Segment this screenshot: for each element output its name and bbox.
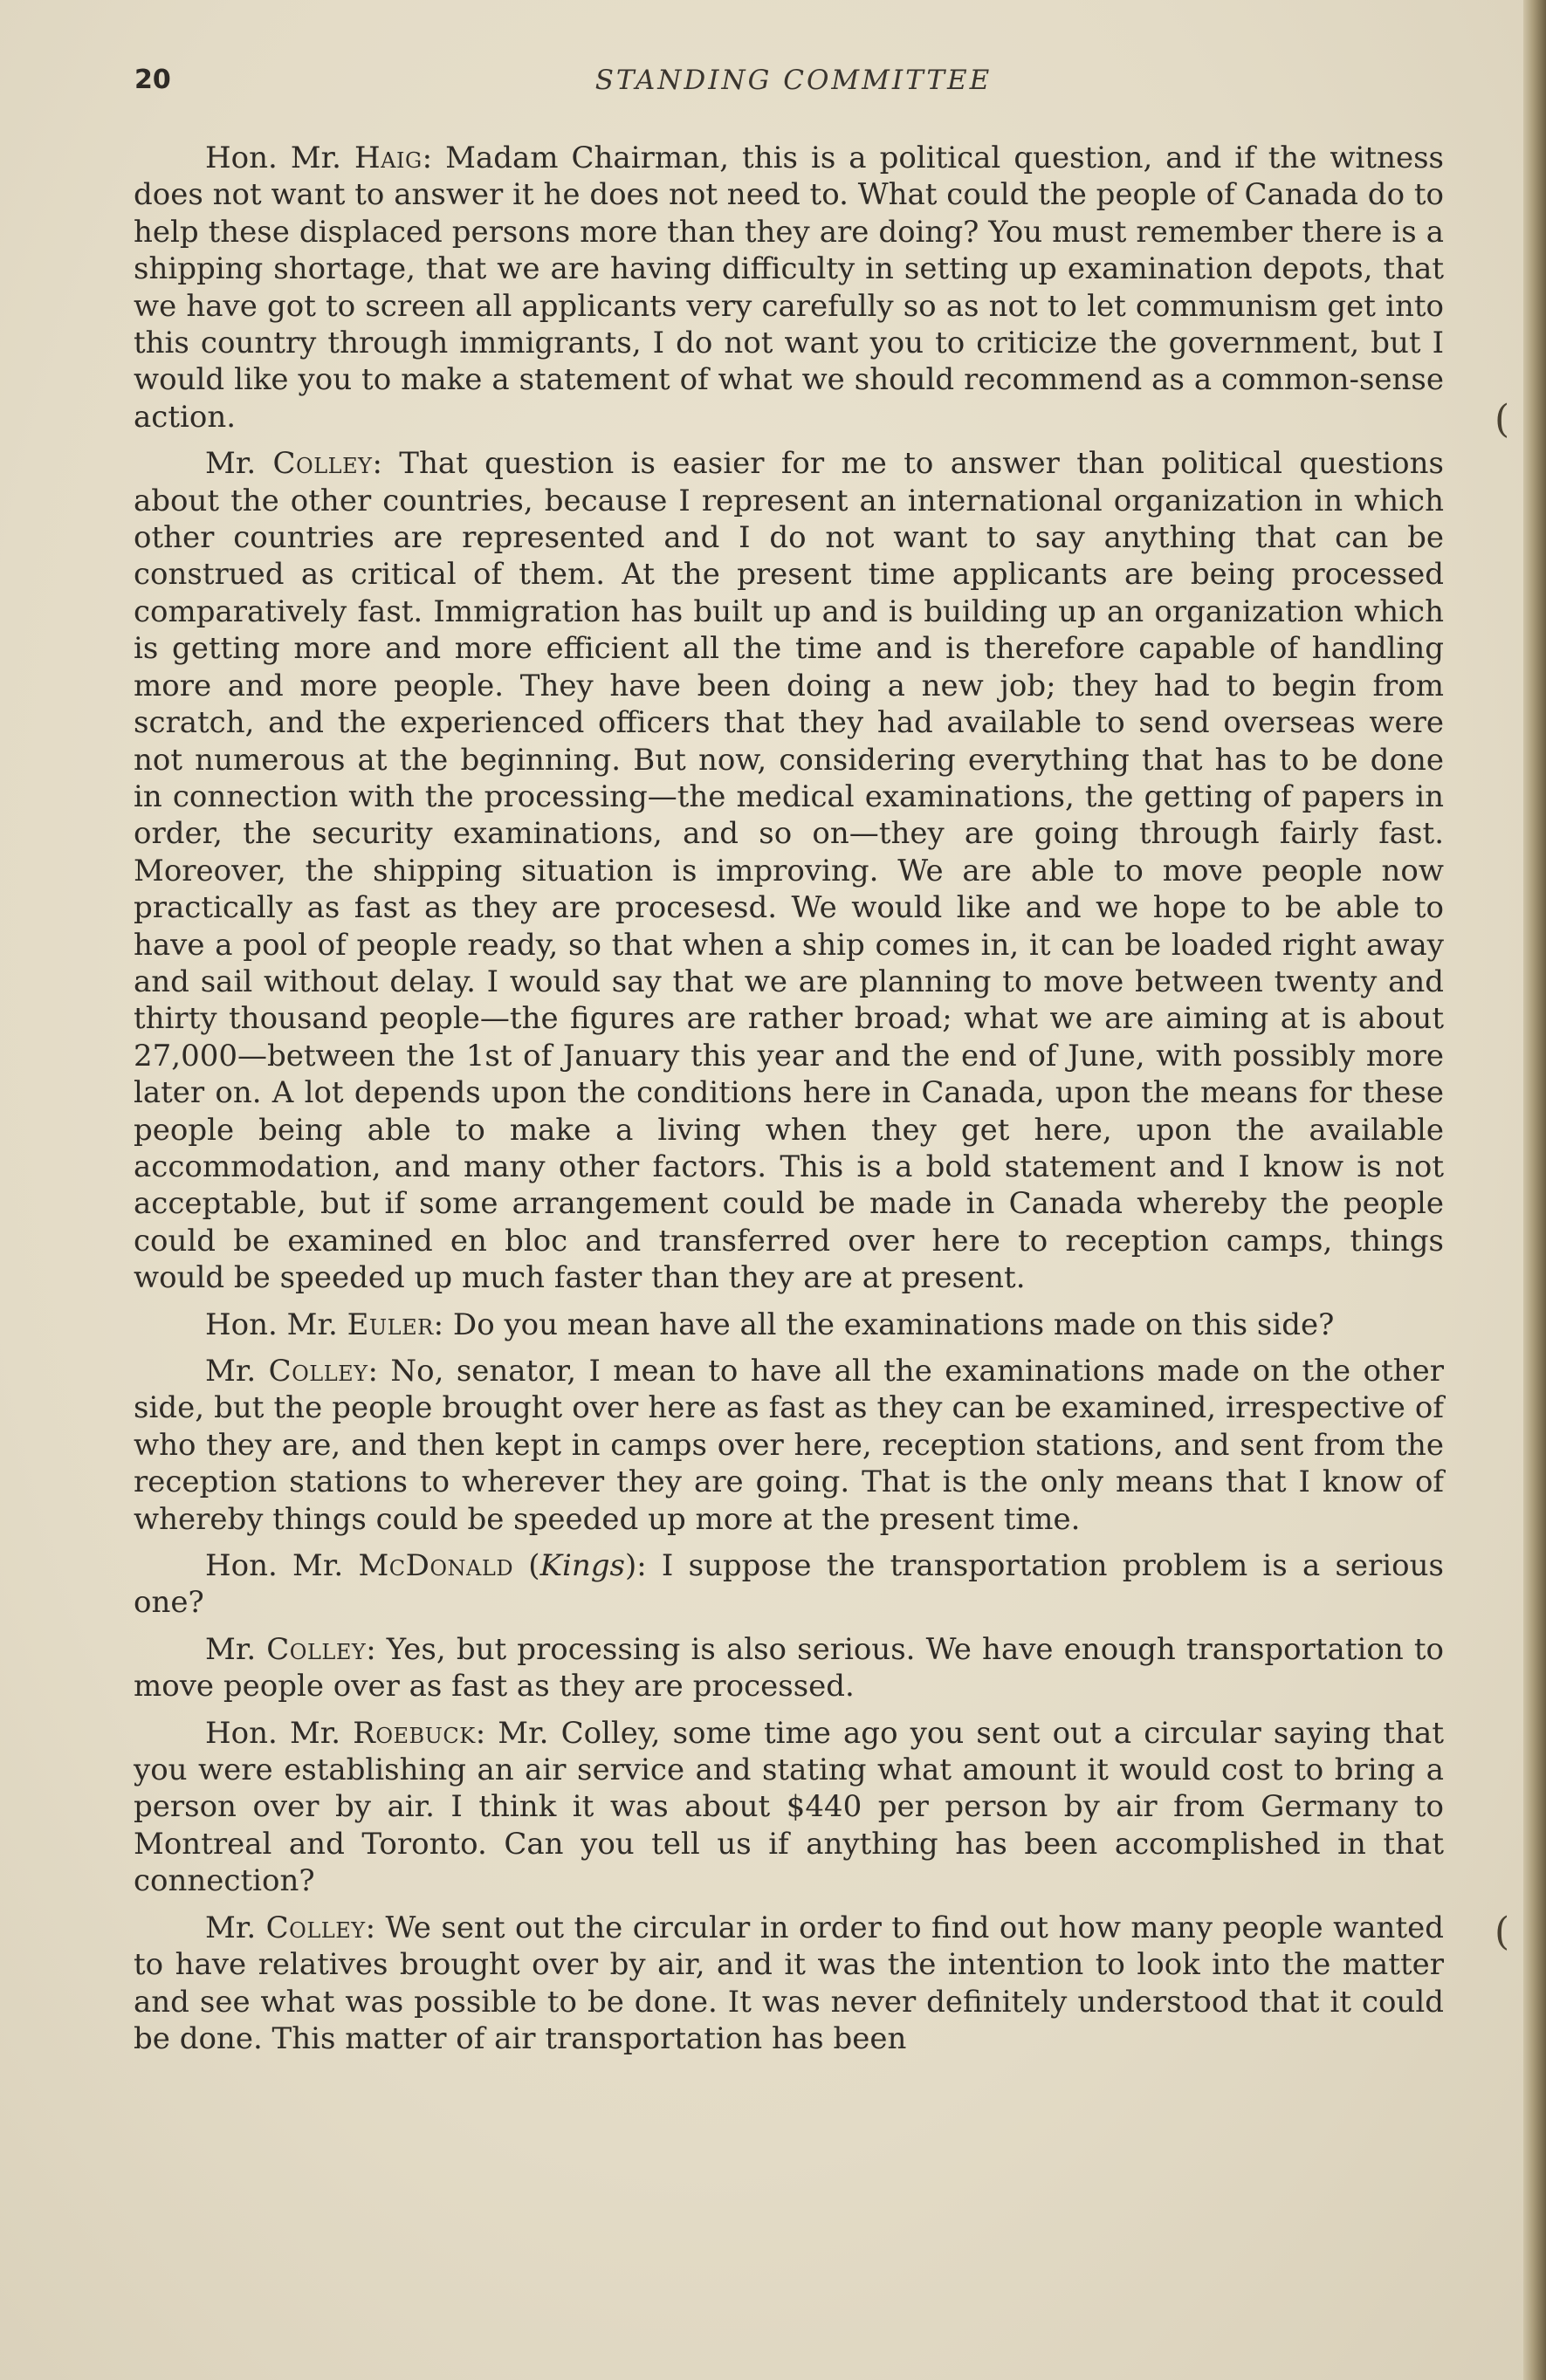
paragraph-roebuck	[134, 1715, 1444, 1900]
paragraph-text: : No, senator, I mean to have all the examinations made on the other side, but the people brought over here as fast as they can be examined, irrespective of who they are, and then kept in camps over here, reception stations, and sent from the reception stations to wherever they are going. That is the only means that I know of whereby things could be speeded up more at the present time.	[134, 1354, 1444, 1537]
transcript-body	[134, 140, 1444, 2067]
paragraph-haig	[134, 140, 1444, 436]
page-number: 20	[134, 65, 171, 95]
speaker-prefix: Mr.	[205, 1631, 267, 1667]
speaker-name: Colley	[266, 1631, 367, 1667]
speaker-prefix: Hon. Mr.	[205, 141, 355, 175]
paragraph-text: : Do you mean have all the examinations made on this side?	[433, 1307, 1335, 1342]
speaker-qualifier: Kings	[539, 1548, 625, 1584]
book-binding-edge	[1523, 0, 1546, 2380]
speaker-prefix: Hon. Mr.	[205, 1715, 354, 1751]
speaker-prefix: Hon. Mr.	[205, 1548, 359, 1584]
paragraph-colley	[134, 445, 1444, 1296]
paragraph-text: : We sent out the circular in order to find out how many people wanted to have relatives brought over by air, and it was the intention to look into the matter and see what was possible to be done. It was never definitely understood that it could be done. This matter of air transportation has been	[134, 1910, 1444, 2056]
paragraph-colley	[134, 1631, 1444, 1705]
speaker-name: Colley	[268, 1354, 368, 1389]
speaker-prefix: Mr.	[205, 1354, 269, 1389]
margin-bracket-mark: (	[1494, 1910, 1510, 1954]
speaker-name: Euler	[347, 1307, 434, 1342]
speaker-prefix: Hon. Mr.	[205, 1307, 347, 1342]
paragraph-text: : I suppose the transportation problem is a serious one?	[134, 1548, 1444, 1621]
paragraph-euler	[134, 1307, 1444, 1343]
paragraph-colley	[134, 1910, 1444, 2058]
speaker-prefix: Mr.	[205, 446, 273, 482]
speaker-name: Haig	[354, 141, 423, 175]
speaker-name: Roebuck	[353, 1715, 476, 1751]
speaker-name: McDonald	[358, 1548, 514, 1584]
speaker-name: Colley	[265, 1910, 366, 1945]
paragraph-text: : That question is easier for me to answer than political questions about the other countries, because I represent an international organization in which other countries are represented and I do not want to say anything that can be construed as critical of them. At the present time applicants are being processed comparatively fast. Immigration has built up and is building up an organization which is getting more and more efficient all the time and is therefore capable of handling more and more people. They have been doing a new job; they had to begin from scratch, and the experienced officers that they had available to send overseas were not numerous at the beginning. But now, considering everything that has to be done in connection with the processing—the medical examinations, the getting of papers in order, the security examinations, and so on—they are going through fairly fast. Moreover, the shipping situation is improving. We are able to move people now practically as fast as they are procesesd. We would like and we hope to be able to have a pool of people ready, so that when a ship comes in, it can be loaded right away and sail without delay. I would say that we are planning to move between twenty and thirty thousand people—the figures are rather broad; what we are aiming at is about 27,000—between the 1st of January this year and the end of June, with possibly more later on. A lot depends upon the conditions here in Canada, upon the means for these people being able to make a living when they get here, upon the available accommodation, and many other factors. This is a bold statement and I know is not acceptable, but if some arrangement could be made in Canada whereby the people could be examined en bloc and transferred over here to reception camps, things would be speeded up much faster than they are at present.	[134, 446, 1444, 1296]
paragraph-text: : Mr. Colley, some time ago you sent out a circular saying that you were establishing an air service and stating what amount it would cost to bring a person over by air. I think it was about $440 per person by air from Germany to Montreal and Toronto. Can you tell us if anything has been accomplished in that connection?	[134, 1715, 1444, 1899]
paragraph-text: : Madam Chairman, this is a political question, and if the witness does not want to answer it he does not need to. What could the people of Canada do to help these displaced persons more than they are doing? You must remember there is a shipping shortage, that we are having difficulty in setting up examination depots, that we have got to screen all applicants very carefully so as not to let communism get into this country through immigrants, I do not want you to criticize the government, but I would like you to make a statement of what we should recommend as a common-sense action.	[134, 141, 1444, 435]
page-header	[134, 65, 1453, 99]
running-head: STANDING COMMITTEE	[594, 65, 993, 96]
paragraph-text: : Yes, but processing is also serious. We have enough transportation to move people over as fast as they are processed.	[134, 1631, 1444, 1704]
speaker-name: Colley	[272, 446, 373, 482]
speaker-prefix: Mr.	[205, 1910, 266, 1945]
paragraph-colley	[134, 1353, 1444, 1538]
paragraph-mcdonald: Hon. Mr. McDonald (Kings): I suppose the transportation problem is a serious one?	[134, 1548, 1444, 1621]
margin-bracket-mark: (	[1494, 397, 1510, 442]
